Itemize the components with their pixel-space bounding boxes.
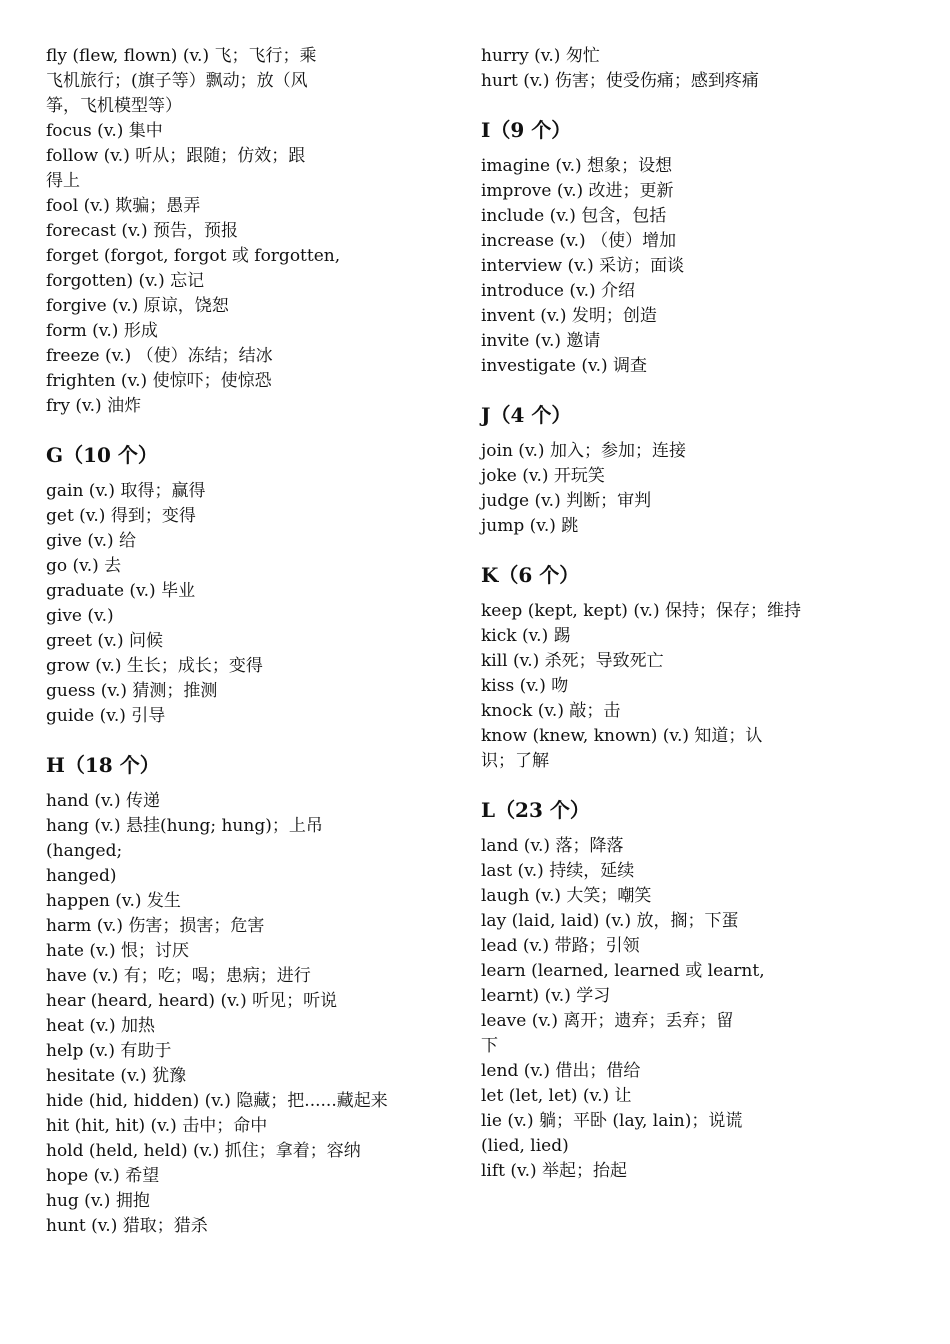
vocab-entry-line: hanged)	[46, 866, 117, 886]
vocab-entry-line: judge (v.) 判断；审判	[481, 491, 652, 511]
vocab-entry-line: know (knew, known) (v.) 知道；认	[481, 726, 763, 746]
vocab-entry-line: learn (learned, learned 或 learnt,	[481, 961, 765, 981]
vocab-entry-line: go (v.) 去	[46, 556, 122, 576]
vocab-section	[46, 44, 391, 419]
vocab-entry-line: invent (v.) 发明；创造	[481, 306, 657, 326]
vocab-entry-line: hear (heard, heard) (v.) 听见；听说	[46, 991, 338, 1011]
vocab-entry-line: hesitate (v.) 犹豫	[46, 1066, 187, 1086]
vocab-entry-line: freeze (v.) （使）冻结；结冰	[46, 346, 273, 366]
vocab-entry-line: leave (v.) 离开；遗弃；丢弃；留	[481, 1011, 734, 1031]
vocab-entry-line: laugh (v.) 大笑；嘲笑	[481, 886, 652, 906]
section-heading: G（10 个）	[46, 443, 158, 467]
vocab-entry-line: hold (held, held) (v.) 抓住；拿着；容纳	[46, 1141, 361, 1161]
vocab-section	[481, 116, 826, 379]
vocab-entry-line: help (v.) 有助于	[46, 1041, 172, 1061]
vocab-entry-line: hug (v.) 拥抱	[46, 1191, 150, 1211]
vocab-entry-line: join (v.) 加入；参加；连接	[481, 441, 686, 461]
vocab-section	[481, 401, 826, 539]
vocab-entry-line: invite (v.) 邀请	[481, 331, 601, 351]
vocab-entry-line: knock (v.) 敲；击	[481, 701, 621, 721]
vocab-entry-line: forgotten) (v.) 忘记	[46, 271, 205, 291]
vocab-section	[46, 751, 391, 1239]
vocab-entry-line: 下	[481, 1036, 498, 1056]
vocab-entry-line: hunt (v.) 猎取；猎杀	[46, 1216, 208, 1236]
vocab-entry-line: kill (v.) 杀死；导致死亡	[481, 651, 664, 671]
vocab-entry-line: fool (v.) 欺骗；愚弄	[46, 196, 201, 216]
vocab-entry-line: fly (flew, flown) (v.) 飞；飞行；乘	[46, 46, 317, 66]
vocab-entry-line: keep (kept, kept) (v.) 保持；保存；维持	[481, 601, 801, 621]
vocab-entry-line: kick (v.) 踢	[481, 626, 571, 646]
vocab-entry-line: follow (v.) 听从；跟随；仿效；跟	[46, 146, 306, 166]
vocab-entry-line: introduce (v.) 介绍	[481, 281, 636, 301]
vocab-entry-line: jump (v.) 跳	[481, 516, 579, 536]
section-heading: I（9 个）	[481, 118, 572, 142]
vocab-entry-line: hide (hid, hidden) (v.) 隐藏；把......藏起来	[46, 1091, 388, 1111]
vocab-entry-line: hurt (v.) 伤害；使受伤痛；感到疼痛	[481, 71, 759, 91]
vocab-entry-line: happen (v.) 发生	[46, 891, 181, 911]
vocab-entry-line: kiss (v.) 吻	[481, 676, 569, 696]
vocab-entry-line: hit (hit, hit) (v.) 击中；命中	[46, 1116, 268, 1136]
section-heading: H（18 个）	[46, 753, 160, 777]
vocab-section	[481, 561, 826, 774]
vocab-section	[481, 44, 826, 94]
left-column	[46, 44, 391, 1261]
vocab-entry-line: lift (v.) 举起；抬起	[481, 1161, 628, 1181]
vocab-entry-line: 筝，飞机模型等）	[46, 96, 182, 116]
vocab-entry-line: imagine (v.) 想象；设想	[481, 156, 673, 176]
vocab-entry-line: increase (v.) （使）增加	[481, 231, 677, 251]
vocab-entry-line: let (let, let) (v.) 让	[481, 1086, 632, 1106]
vocab-entry-line: last (v.) 持续，延续	[481, 861, 635, 881]
vocab-entry-line: hang (v.) 悬挂(hung; hung)；上吊(hanged;	[46, 816, 323, 861]
vocab-section	[46, 441, 391, 729]
vocab-entry-line: hope (v.) 希望	[46, 1166, 160, 1186]
vocab-entry-line: grow (v.) 生长；成长；变得	[46, 656, 263, 676]
vocab-entry-line: interview (v.) 采访；面谈	[481, 256, 685, 276]
vocab-entry-line: get (v.) 得到；变得	[46, 506, 196, 526]
vocab-entry-line: joke (v.) 开玩笑	[481, 466, 605, 486]
section-heading: L（23 个）	[481, 798, 590, 822]
vocab-section	[481, 796, 826, 1184]
vocab-entry-line: lay (laid, laid) (v.) 放，搁；下蛋	[481, 911, 739, 931]
vocab-entry-line: have (v.) 有；吃；喝；患病；进行	[46, 966, 311, 986]
vocab-entry-line: fry (v.) 油炸	[46, 396, 142, 416]
vocab-entry-line: give (v.) 给	[46, 531, 137, 551]
vocab-entry-line: hate (v.) 恨；讨厌	[46, 941, 190, 961]
vocab-entry-line: form (v.) 形成	[46, 321, 158, 341]
vocab-entry-line: investigate (v.) 调查	[481, 356, 648, 376]
vocab-entry-line: lie (v.) 躺；平卧 (lay, lain)；说谎	[481, 1111, 743, 1131]
vocab-entry-line: 飞机旅行；(旗子等）飘动；放（风	[46, 71, 308, 91]
vocab-entry-line: lead (v.) 带路；引领	[481, 936, 640, 956]
vocab-entry-line: guide (v.) 引导	[46, 706, 166, 726]
right-column	[481, 44, 826, 1206]
vocab-entry-line: land (v.) 落；降落	[481, 836, 624, 856]
vocab-entry-line: harm (v.) 伤害；损害；危害	[46, 916, 265, 936]
section-heading: K（6 个）	[481, 563, 580, 587]
vocab-entry-line: guess (v.) 猜测；推测	[46, 681, 218, 701]
vocab-entry-line: heat (v.) 加热	[46, 1016, 156, 1036]
vocab-entry-line: lend (v.) 借出；借给	[481, 1061, 641, 1081]
vocab-entry-line: frighten (v.) 使惊吓；使惊恐	[46, 371, 272, 391]
vocab-entry-line: gain (v.) 取得；赢得	[46, 481, 206, 501]
vocab-entry-line: give (v.)	[46, 606, 114, 626]
vocab-entry-line: improve (v.) 改进；更新	[481, 181, 674, 201]
vocab-entry-line: hurry (v.) 匆忙	[481, 46, 600, 66]
vocab-entry-line: graduate (v.) 毕业	[46, 581, 196, 601]
vocab-entry-line: 得上	[46, 171, 80, 191]
vocab-entry-line: forget (forgot, forgot 或 forgotten,	[46, 246, 341, 266]
vocab-entry-line: include (v.) 包含，包括	[481, 206, 667, 226]
vocab-entry-line: hand (v.) 传递	[46, 791, 160, 811]
vocab-entry-line: 识；了解	[481, 751, 549, 771]
vocab-entry-line: learnt) (v.) 学习	[481, 986, 611, 1006]
vocab-entry-line: greet (v.) 问候	[46, 631, 164, 651]
vocab-entry-line: (lied, lied)	[481, 1136, 569, 1156]
vocab-entry-line: forecast (v.) 预告，预报	[46, 221, 238, 241]
section-heading: J（4 个）	[481, 403, 572, 427]
vocab-entry-line: forgive (v.) 原谅，饶恕	[46, 296, 229, 316]
vocab-entry-line: focus (v.) 集中	[46, 121, 163, 141]
